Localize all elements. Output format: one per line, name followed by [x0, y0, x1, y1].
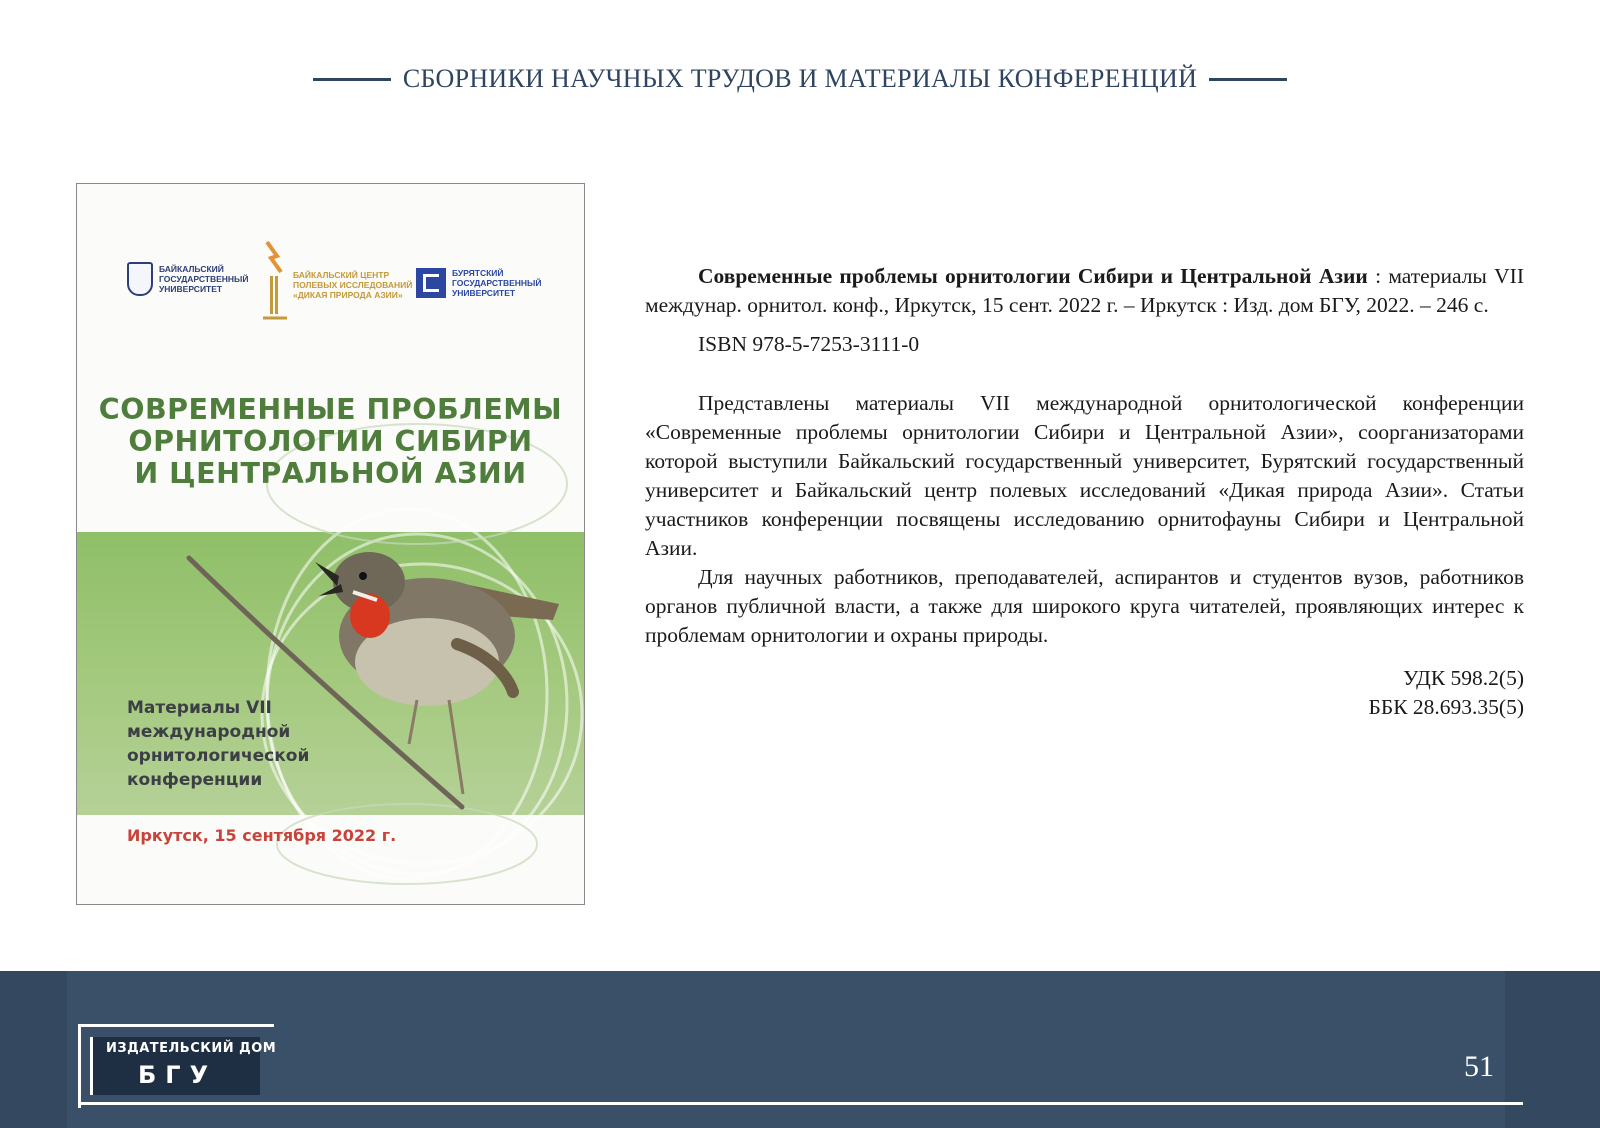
wildlife-center-mark-icon	[265, 244, 287, 324]
isbn: ISBN 978-5-7253-3111-0	[698, 332, 920, 356]
cover-date: Иркутск, 15 сентября 2022 г.	[127, 826, 397, 845]
logo-frame-left	[78, 1024, 81, 1108]
page-footer	[0, 971, 1600, 1128]
cover-title-line: ОРНИТОЛОГИИ СИБИРИ	[128, 425, 533, 458]
cover-title-line: СОВРЕМЕННЫЕ ПРОБЛЕМЫ	[98, 393, 563, 426]
bsu-emblem-icon	[416, 268, 446, 298]
logo-bgu-text: БАЙКАЛЬСКИЙ ГОСУДАРСТВЕННЫЙ УНИВЕРСИТЕТ	[159, 264, 249, 294]
publisher-logo	[78, 1024, 277, 1108]
abstract-paragraph-1: Представлены материалы VII международной орнитологической конференции «Современные проблемы орнитологии Сибири и Центральной Азии», соорганизаторами которой выступили Байкальский государственный университет, Бурятский государственный университет и Байкальский центр полевых исследований «Дикая природа Азии». Статьи участников конференции посвящены исследованию орнитофауны Сибири и Центральной Азии.	[645, 391, 1524, 560]
cover-title	[77, 394, 584, 490]
bgu-emblem-icon	[127, 262, 153, 296]
book-description	[645, 262, 1524, 722]
logo-wildlife-center	[265, 244, 413, 324]
cover-logos	[127, 244, 544, 324]
cover-title-line: И ЦЕНТРАЛЬНОЙ АЗИИ	[134, 457, 527, 490]
cover-subtitle: Материалы VII международной орнитологической конференции	[127, 698, 310, 790]
logo-frame-top	[78, 1024, 274, 1027]
book-cover	[76, 183, 585, 905]
footer-rule	[78, 1102, 1523, 1105]
abstract-paragraph-2: Для научных работников, преподавателей, аспирантов и студентов вузов, работников органов публичной власти, а также для широкого круга читателей, проявляющих интерес к проблемам орнитологии и охраны природы.	[645, 565, 1524, 647]
page-number: 51	[1464, 1050, 1494, 1083]
book-title: Современные проблемы орнитологии Сибири и Центральной Азии	[698, 264, 1368, 288]
section-header	[0, 64, 1600, 94]
header-rule-left	[313, 78, 391, 81]
section-title: СБОРНИКИ НАУЧНЫХ ТРУДОВ И МАТЕРИАЛЫ КОНФЕРЕНЦИЙ	[402, 64, 1198, 93]
bibliographic-record	[645, 262, 1524, 320]
logo-bgu	[127, 262, 251, 296]
logo-center-text: БАЙКАЛЬСКИЙ ЦЕНТР ПОЛЕВЫХ ИССЛЕДОВАНИЙ «ДИКАЯ ПРИРОДА АЗИИ»	[293, 270, 413, 300]
bbk-code: ББК 28.693.35(5)	[1368, 695, 1524, 719]
bibliographic-details: : материалы VII междунар. орнитол. конф., Иркутск, 15 сент. 2022 г. – Иркутск : Изд. дом БГУ, 2022. – 246 с.	[645, 264, 1524, 317]
udk-code: УДК 598.2(5)	[1403, 666, 1524, 690]
logo-bsu	[416, 268, 542, 298]
classification	[645, 664, 1524, 722]
logo-bsu-text: БУРЯТСКИЙ ГОСУДАРСТВЕННЫЙ УНИВЕРСИТЕТ	[452, 268, 542, 298]
publisher-name-line1: ИЗДАТЕЛЬСКИЙ ДОМ	[106, 1041, 277, 1056]
publisher-name-line2: БГУ	[138, 1061, 218, 1089]
header-rule-right	[1209, 78, 1287, 81]
